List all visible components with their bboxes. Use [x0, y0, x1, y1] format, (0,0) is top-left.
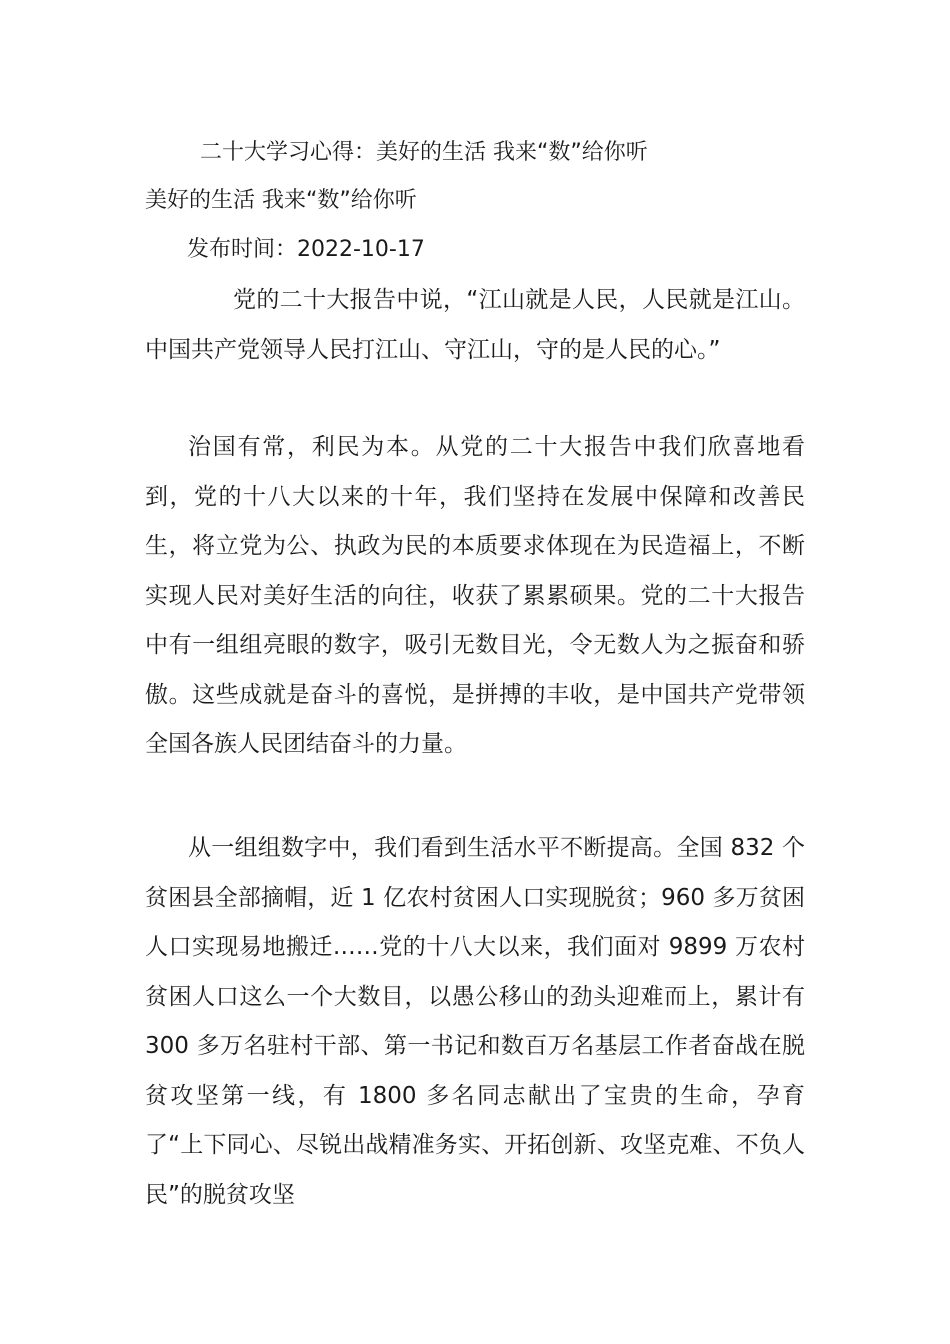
document-subtitle: 美好的生活 我来“数”给你听 — [145, 188, 417, 213]
paragraph-3: 从一组组数字中，我们看到生活水平不断提高。全国 832 个贫困县全部摘帽，近 1 亿农村贫困人口实现脱贫；960 多万贫困人口实现易地搬迁……党的十八大以来，我们面对 9899 万农村贫困人口这么一个大数目，以愚公移山的劲头迎难而上，累计有 300 多万名驻村干部、第一书记和数百万名基层工作者奋战在脱贫攻坚第一线，有 1800 多名同志献出了宝贵的生命，孕育了“上下同心、尽锐出战精准务实、开拓创新、攻坚克难、不负人民”的脱贫攻坚 — [145, 835, 805, 1208]
publish-date: 发布时间：2022-10-17 — [187, 237, 425, 262]
document-title: 二十大学习心得：美好的生活 我来“数”给你听 — [200, 140, 648, 165]
paragraph-1: 党的二十大报告中说，“江山就是人民，人民就是江山。中国共产党领导人民打江山、守江山，守的是人民的心。” — [145, 287, 805, 363]
paragraph-2: 治国有常，利民为本。从党的二十大报告中我们欣喜地看到，党的十八大以来的十年，我们坚持在发展中保障和改善民生，将立党为公、执政为民的本质要求体现在为民造福上，不断实现人民对美好生活的向往，收获了累累硕果。党的二十大报告中有一组组亮眼的数字，吸引无数目光，令无数人为之振奋和骄傲。这些成就是奋斗的喜悦，是拼搏的丰收，是中国共产党带领全国各族人民团结奋斗的力量。 — [145, 434, 805, 757]
